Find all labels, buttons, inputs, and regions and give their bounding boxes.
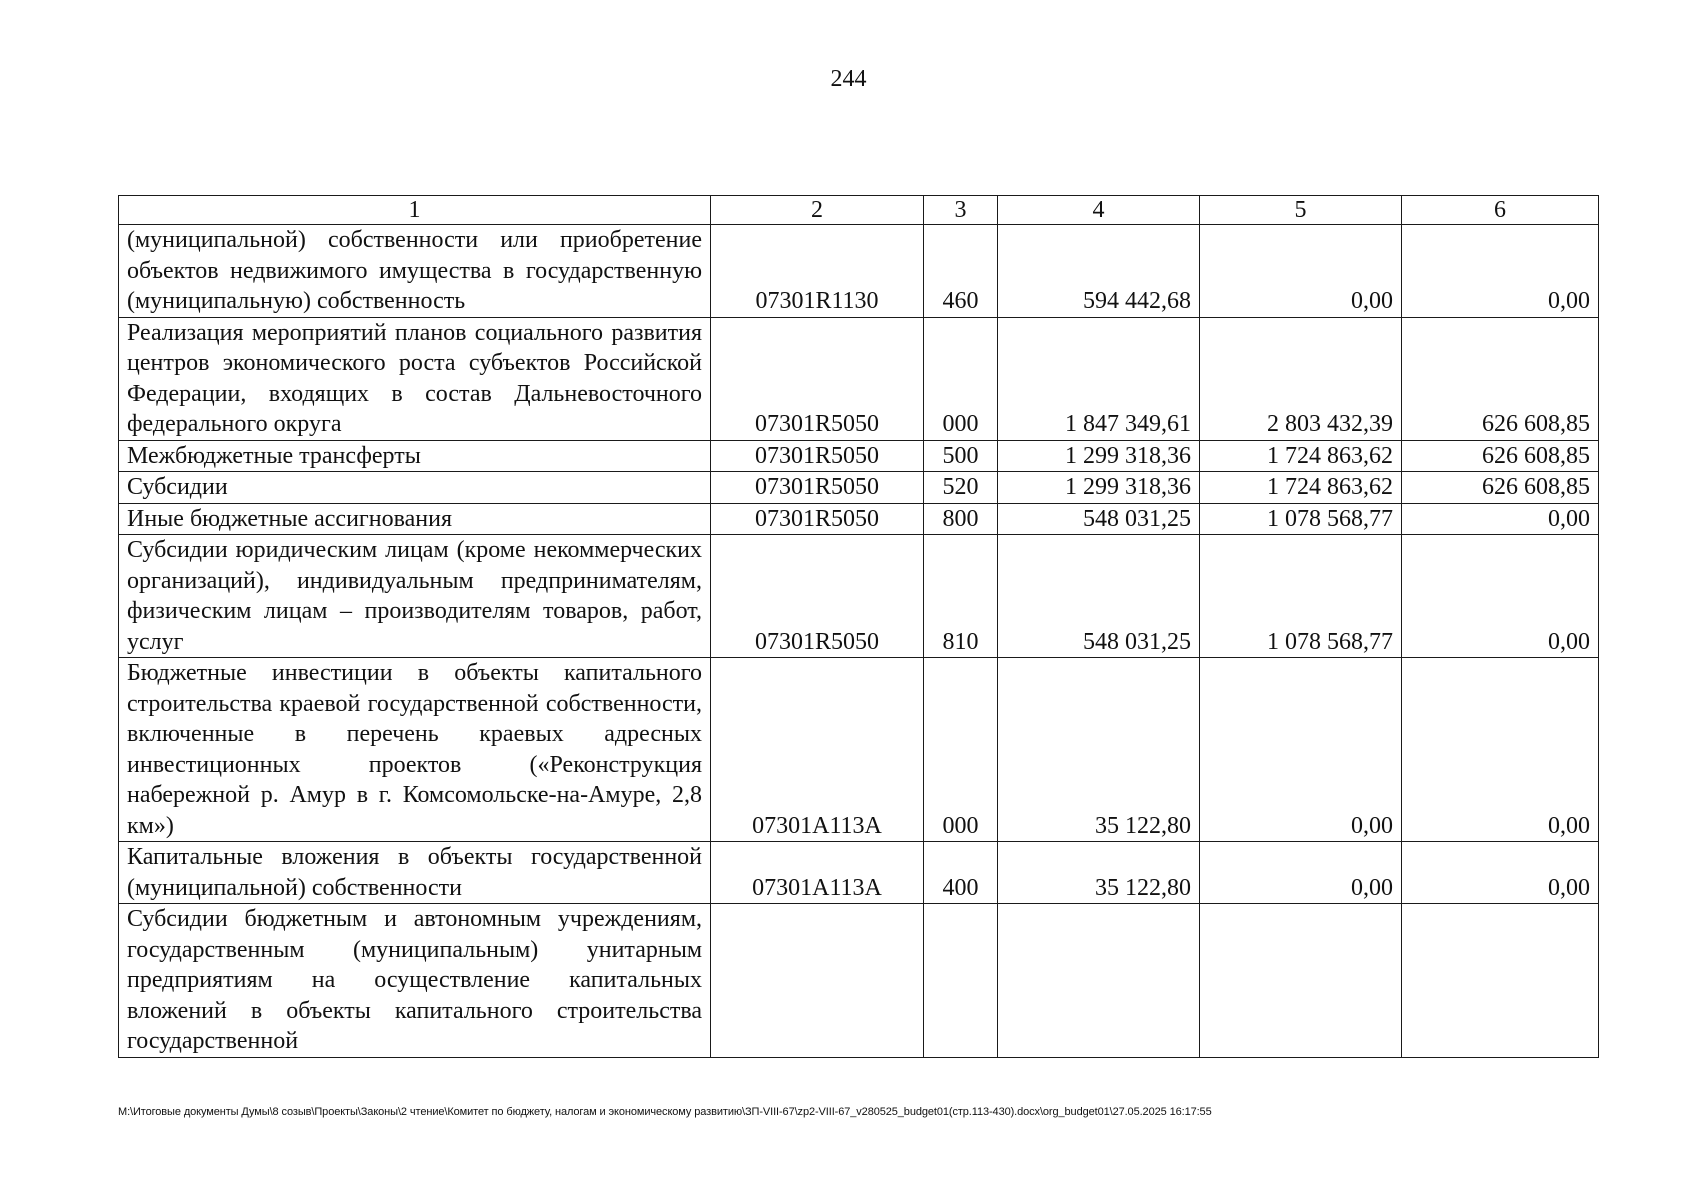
amount-col4: 1 299 318,36	[998, 440, 1200, 472]
amount-col6: 626 608,85	[1402, 472, 1599, 504]
target-article-code: 07301A113A	[711, 658, 924, 842]
expense-type-code: 500	[924, 440, 998, 472]
amount-col5: 0,00	[1200, 225, 1402, 318]
target-article-code: 07301R5050	[711, 535, 924, 658]
expense-type-code: 800	[924, 503, 998, 535]
table-row	[119, 904, 1599, 1058]
amount-col5: 1 078 568,77	[1200, 503, 1402, 535]
amount-col5: 0,00	[1200, 842, 1402, 904]
amount-col4: 1 847 349,61	[998, 317, 1200, 440]
expense-type-code: 520	[924, 472, 998, 504]
amount-col4: 35 122,80	[998, 842, 1200, 904]
column-header: 4	[998, 196, 1200, 225]
budget-table	[118, 195, 1599, 1058]
column-header: 3	[924, 196, 998, 225]
row-name: Субсидии	[119, 472, 711, 504]
row-name: (муниципальной) собственности или приобретение объектов недвижимого имущества в государственную (муниципальную) собственность	[119, 225, 711, 318]
row-name: Субсидии юридическим лицам (кроме некоммерческих организаций), индивидуальным предпринимателям, физическим лицам – производителям товаров, работ, услуг	[119, 535, 711, 658]
file-path-footer: M:\Итоговые документы Думы\8 созыв\Проекты\Законы\2 чтение\Комитет по бюджету, налогам и экономическому развитию\ЗП-VIII-67\zp2-VIII-67_v280525_budget01(стр.113-430).docx\org_budget01\27.05.2025 16:17:55	[118, 1106, 1212, 1118]
table-row	[119, 535, 1599, 658]
amount-col4	[998, 904, 1200, 1058]
row-name: Межбюджетные трансферты	[119, 440, 711, 472]
amount-col4: 594 442,68	[998, 225, 1200, 318]
expense-type-code	[924, 904, 998, 1058]
amount-col5	[1200, 904, 1402, 1058]
row-name: Капитальные вложения в объекты государственной (муниципальной) собственности	[119, 842, 711, 904]
row-name: Субсидии бюджетным и автономным учреждениям, государственным (муниципальным) унитарным предприятиям на осуществление капитальных вложений в объекты капитального строительства государственной	[119, 904, 711, 1058]
amount-col5: 1 078 568,77	[1200, 535, 1402, 658]
amount-col6: 0,00	[1402, 225, 1599, 318]
page-number: 244	[830, 66, 867, 92]
target-article-code	[711, 904, 924, 1058]
amount-col6: 626 608,85	[1402, 440, 1599, 472]
table-row	[119, 472, 1599, 504]
expense-type-code: 810	[924, 535, 998, 658]
amount-col6: 0,00	[1402, 658, 1599, 842]
amount-col6: 0,00	[1402, 535, 1599, 658]
target-article-code: 07301R5050	[711, 440, 924, 472]
amount-col4: 548 031,25	[998, 503, 1200, 535]
target-article-code: 07301R5050	[711, 472, 924, 504]
row-name: Бюджетные инвестиции в объекты капитального строительства краевой государственной собственности, включенные в перечень краевых адресных инвестиционных проектов («Реконструкция набережной р. Амур в г. Комсомольске-на-Амуре, 2,8 км»)	[119, 658, 711, 842]
table-row	[119, 440, 1599, 472]
amount-col4: 548 031,25	[998, 535, 1200, 658]
expense-type-code: 460	[924, 225, 998, 318]
expense-type-code: 000	[924, 658, 998, 842]
amount-col4: 1 299 318,36	[998, 472, 1200, 504]
target-article-code: 07301R5050	[711, 317, 924, 440]
row-name: Реализация мероприятий планов социального развития центров экономического роста субъектов Российской Федерации, входящих в состав Дальневосточного федерального округа	[119, 317, 711, 440]
amount-col6	[1402, 904, 1599, 1058]
table-row	[119, 317, 1599, 440]
expense-type-code: 000	[924, 317, 998, 440]
column-header: 2	[711, 196, 924, 225]
target-article-code: 07301R5050	[711, 503, 924, 535]
column-header: 5	[1200, 196, 1402, 225]
amount-col5: 2 803 432,39	[1200, 317, 1402, 440]
column-header: 6	[1402, 196, 1599, 225]
target-article-code: 07301R1130	[711, 225, 924, 318]
amount-col6: 626 608,85	[1402, 317, 1599, 440]
table-row	[119, 842, 1599, 904]
table-row	[119, 225, 1599, 318]
amount-col6: 0,00	[1402, 503, 1599, 535]
expense-type-code: 400	[924, 842, 998, 904]
table-header-row	[119, 196, 1599, 225]
column-header: 1	[119, 196, 711, 225]
amount-col5: 0,00	[1200, 658, 1402, 842]
amount-col5: 1 724 863,62	[1200, 440, 1402, 472]
amount-col4: 35 122,80	[998, 658, 1200, 842]
row-name: Иные бюджетные ассигнования	[119, 503, 711, 535]
table-row	[119, 503, 1599, 535]
table-row	[119, 658, 1599, 842]
target-article-code: 07301A113A	[711, 842, 924, 904]
amount-col5: 1 724 863,62	[1200, 472, 1402, 504]
amount-col6: 0,00	[1402, 842, 1599, 904]
